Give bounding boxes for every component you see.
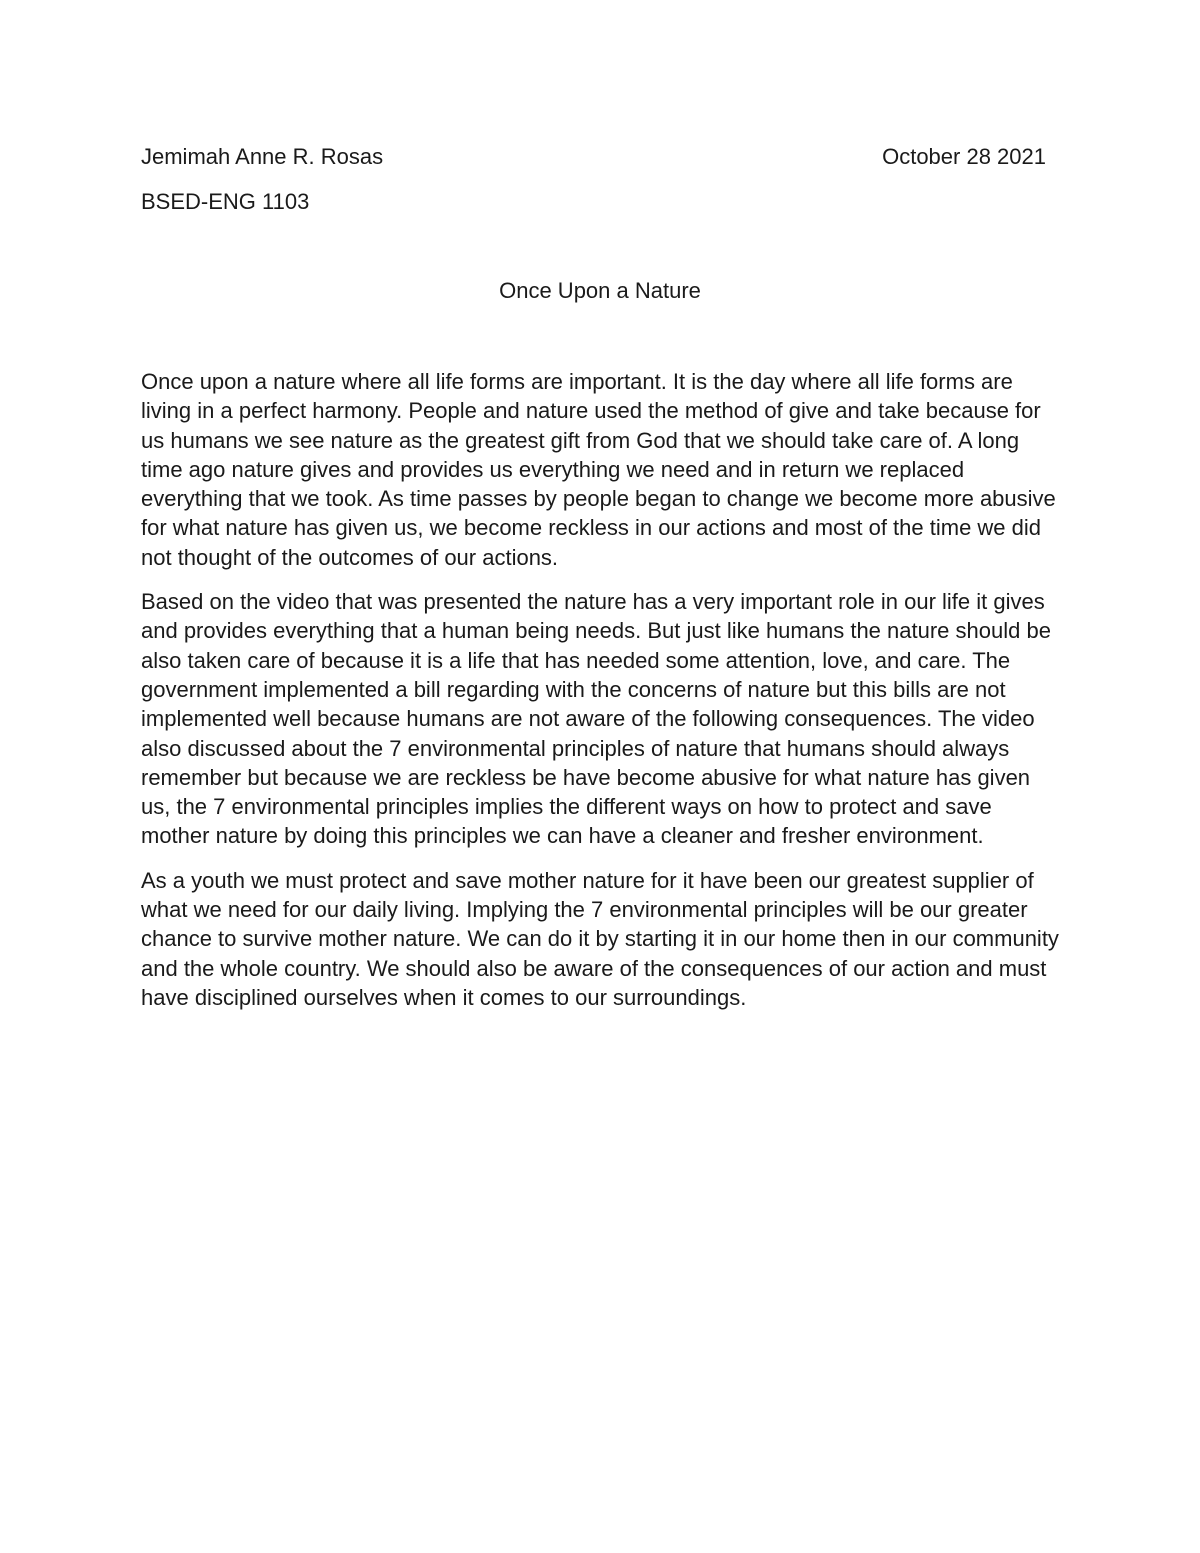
author-name: Jemimah Anne R. Rosas xyxy=(141,144,384,169)
paragraph: As a youth we must protect and save mother nature for it have been our greatest supplier of what we need for our daily living. Implying the 7 environmental principles will be our greater chance to survive mother nature. We can do it by starting it in our home then in our community and the whole country. We should also be aware of the consequences of our action and must have disciplined ourselves when it comes to our surroundings. xyxy=(141,867,1059,1010)
course-code: BSED-ENG 1103 xyxy=(141,189,310,214)
header-row xyxy=(141,142,1046,172)
paragraph: Once upon a nature where all life forms are important. It is the day where all life forms are living in a perfect harmony. People and nature used the method of give and take because for us humans we see nature as the greatest gift from God that we should take care of. A long time ago nature gives and provides us everything we need and in return we replaced everything that we took. As time passes by people began to change we become more abusive for what nature has given us, we become reckless in our actions and most of the time we did not thought of the outcomes of our actions. xyxy=(141,369,1056,570)
document-date: October 28 2021 xyxy=(882,144,1046,169)
essay-title: Once Upon a Nature xyxy=(499,278,701,303)
essay-body xyxy=(141,367,1061,1027)
paragraph: Based on the video that was presented the nature has a very important role in our life it gives and provides everything that a human being needs. But just like humans the nature should be also taken care of because it is a life that has needed some attention, love, and care. The government implemented a bill regarding with the concerns of nature but this bills are not implemented well because humans are not aware of the following consequences. The video also discussed about the 7 environmental principles of nature that humans should always remember but because we are reckless be have become abusive for what nature has given us, the 7 environmental principles implies the different ways on how to protect and save mother nature by doing this principles we can have a cleaner and fresher environment. xyxy=(141,589,1051,849)
